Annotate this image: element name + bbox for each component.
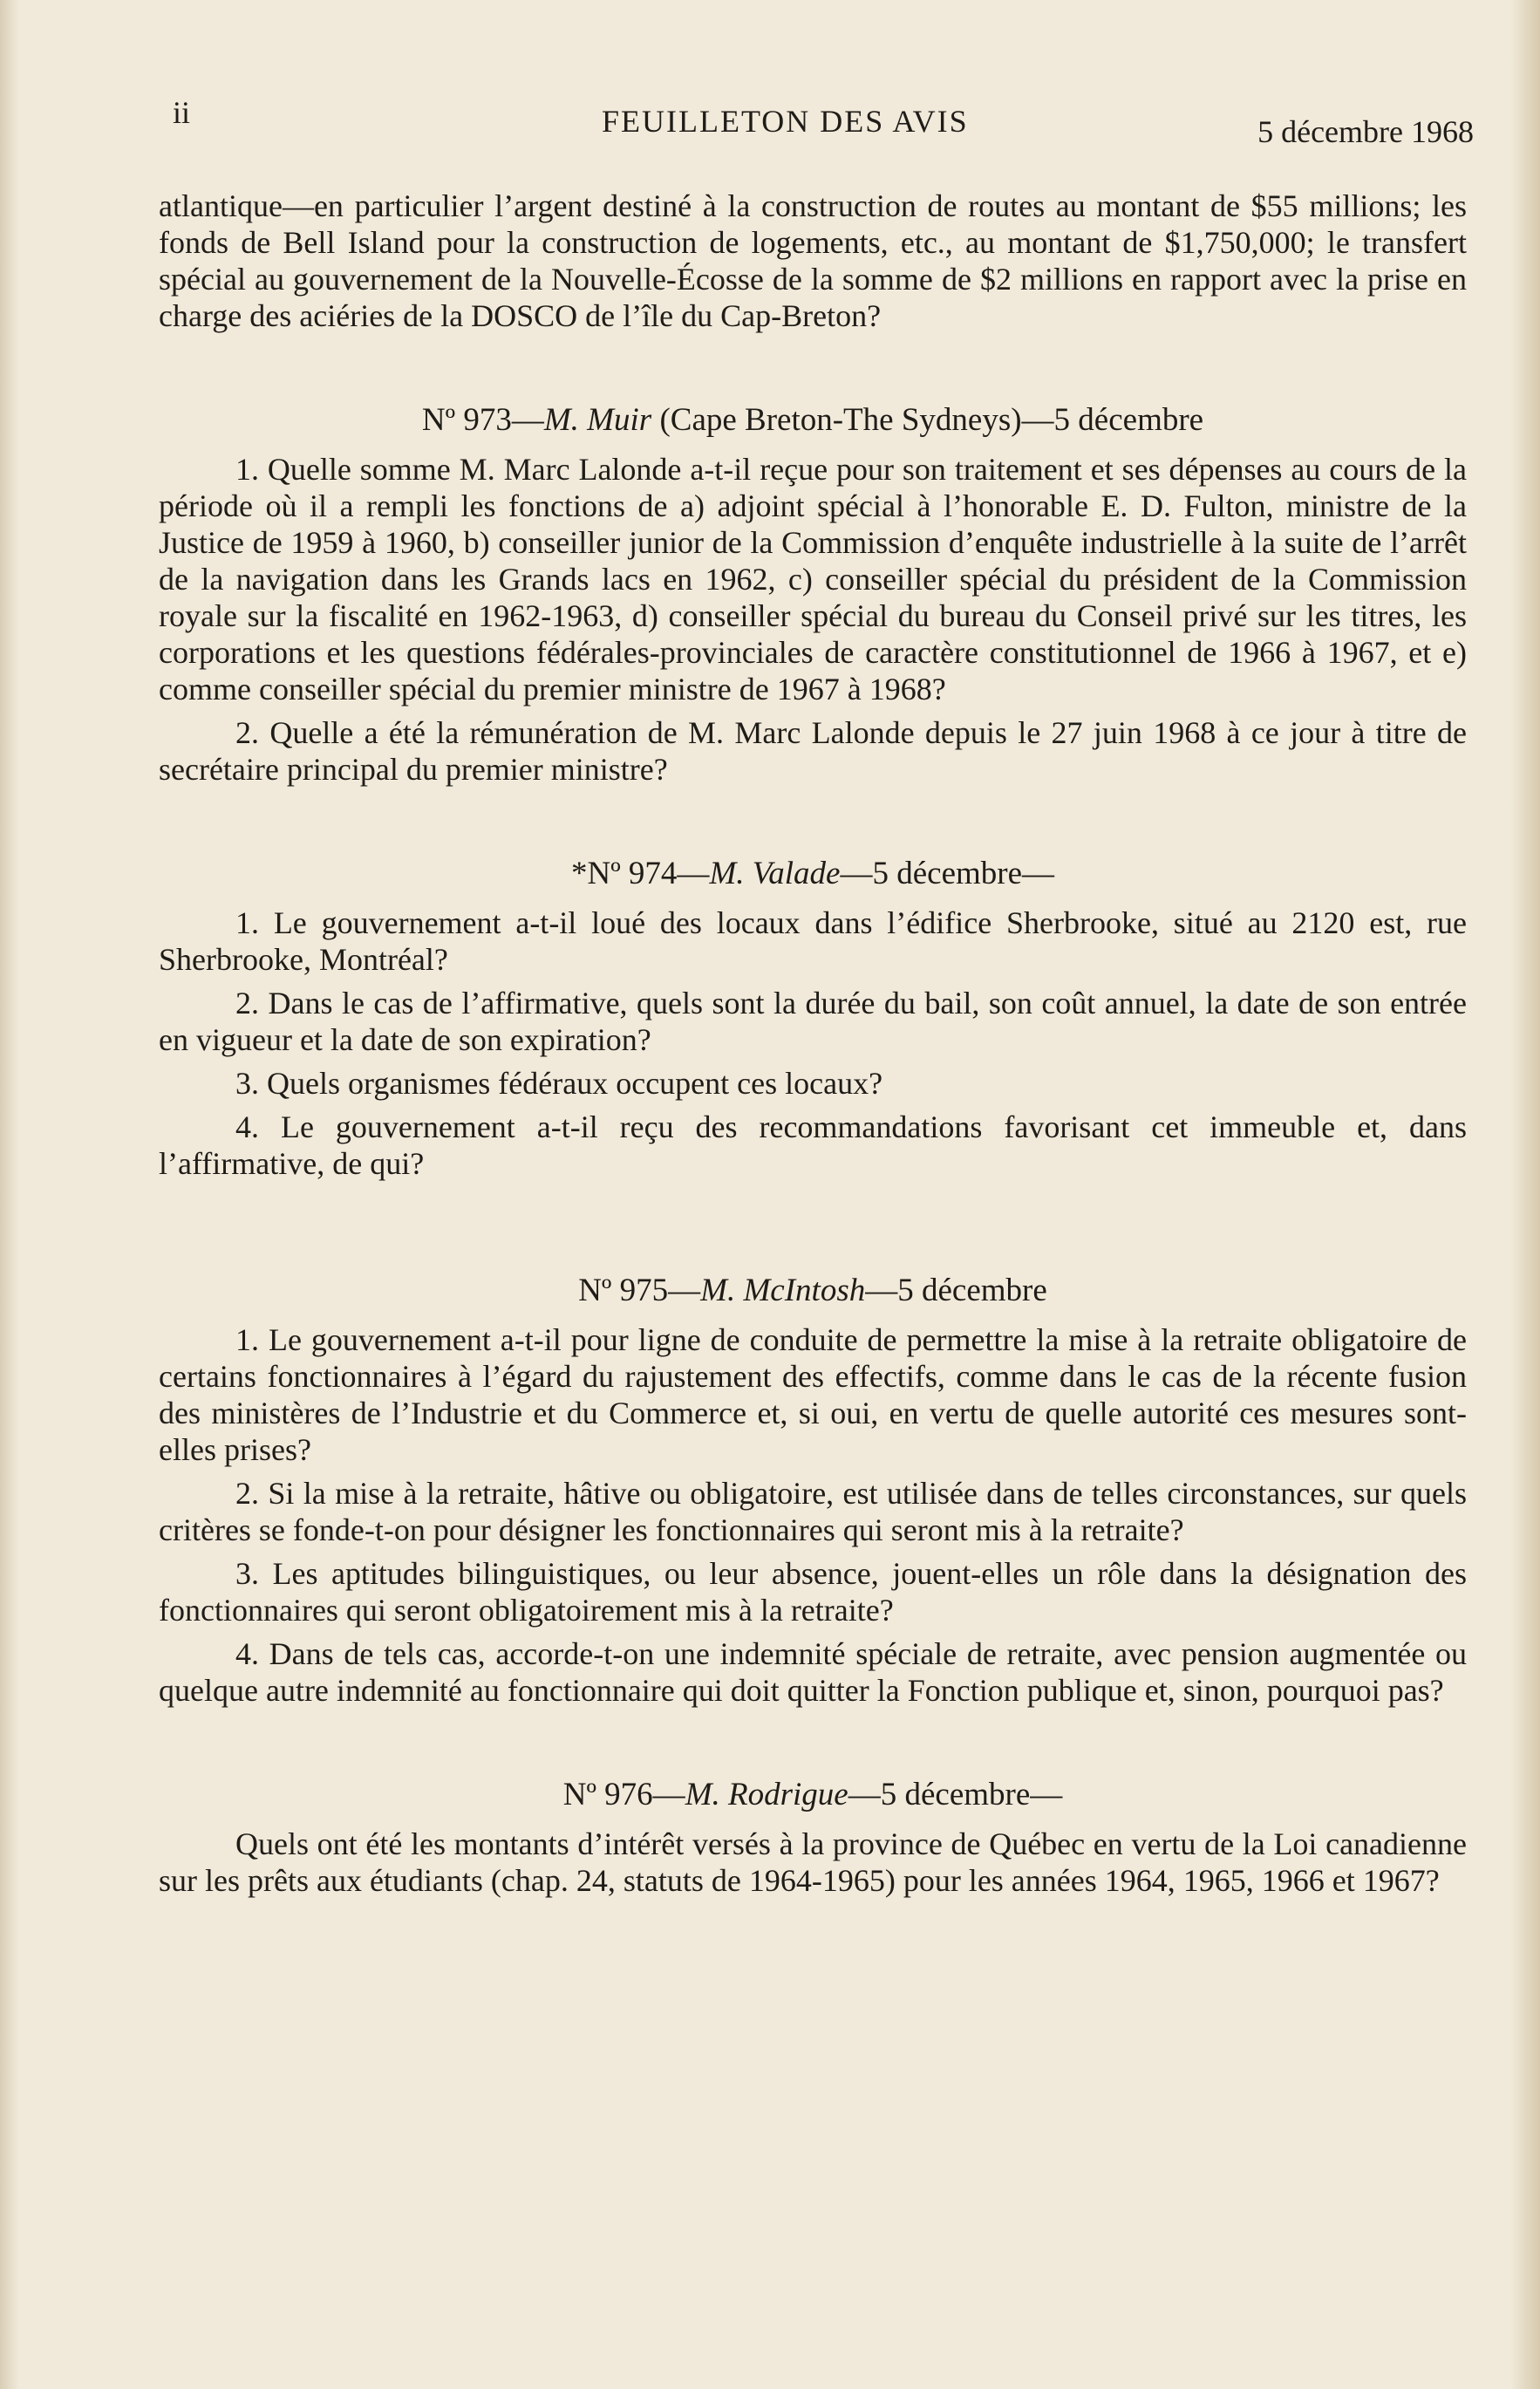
question-number: Nº 973— — [421, 402, 544, 438]
page-edge-left — [0, 0, 19, 2389]
question-heading — [159, 856, 1467, 892]
question-heading — [159, 1273, 1467, 1309]
running-head — [166, 94, 1474, 149]
question-974 — [159, 856, 1467, 1182]
question-number: Nº 975— — [578, 1273, 701, 1308]
question-paragraph: 3. Quels organismes fédéraux occupent ces locaux? — [235, 1066, 883, 1101]
question-paragraph: 4. Dans de tels cas, accorde-t-on une indemnité spéciale de retraite, avec pension augmentée ou quelque autre indemnité au fonctionnaire qui doit quitter la Fonction publique et, sinon, pourquoi pas? — [159, 1636, 1467, 1708]
question-paragraph: 1. Le gouvernement a-t-il pour ligne de conduite de permettre la mise à la retraite obligatoire de certains fonctionnaires à l’égard du rajustement des effectifs, comme dans le cas de la récente fusion des ministères de l’Industrie et du Commerce et, si oui, en vertu de quelle autorité ces mesures sont-elles prises? — [159, 1322, 1467, 1467]
question-paragraph: Quels ont été les montants d’intérêt versés à la province de Québec en vertu de la Loi canadienne sur les prêts aux étudiants (chap. 24, statuts de 1964-1965) pour les années 1964, 1965, 1966 et 1967? — [159, 1826, 1467, 1898]
question-heading — [159, 1777, 1467, 1813]
publication-date: 5 décembre 1968 — [1257, 114, 1474, 149]
question-paragraph: 4. Le gouvernement a-t-il reçu des recommandations favorisant cet immeuble et, dans l’affirmative, de qui? — [159, 1109, 1467, 1181]
question-date: (Cape Breton-The Sydneys)—5 décembre — [651, 402, 1204, 438]
question-paragraph: 1. Le gouvernement a-t-il loué des locaux dans l’édifice Sherbrooke, situé au 2120 est, rue Sherbrooke, Montréal? — [159, 905, 1467, 977]
member-name: M. Valade — [709, 856, 841, 891]
question-paragraph: 1. Quelle somme M. Marc Lalonde a-t-il reçue pour son traitement et ses dépenses au cours de la période où il a rempli les fonctions de a) adjoint spécial à l’honorable E. D. Fulton, ministre de la Justice de 1959 à 1960, b) conseiller junior de la Commission d’enquête industrielle à la suite de l’arrêt de la navigation dans les Grands lacs en 1962, c) conseiller spécial du président de la Commission royale sur la fiscalité en 1962-1963, d) conseiller spécial du bureau du Conseil privé sur les titres, les corporations et les questions fédérales-provinciales de caractère constitutionnel de 1966 à 1967, et e) comme conseiller spécial du premier ministre de 1967 à 1968? — [159, 452, 1467, 706]
question-973 — [159, 402, 1467, 788]
page-number: ii — [173, 95, 191, 130]
question-paragraph: 3. Les aptitudes bilinguistiques, ou leur absence, jouent-elles un rôle dans la désignation des fonctionnaires qui seront obligatoirement mis à la retraite? — [159, 1556, 1467, 1628]
question-number: Nº 976— — [562, 1777, 685, 1812]
question-paragraph: 2. Dans le cas de l’affirmative, quels sont la durée du bail, son coût annuel, la date de son entrée en vigueur et la date de son expiration? — [159, 986, 1467, 1057]
question-heading — [159, 402, 1467, 439]
continuation-paragraph: atlantique—en particulier l’argent destiné à la construction de routes au montant de $55 millions; les fonds de Bell Island pour la construction de logements, etc., au montant de $1,750,000; le transfert spécial au gouvernement de la Nouvelle-Écosse de la somme de $2 millions en rapport avec la prise en charge des aciéries de la DOSCO de l’île du Cap-Breton? — [159, 188, 1467, 333]
publication-title: FEUILLETON DES AVIS — [602, 104, 969, 139]
member-name: M. Rodrigue — [685, 1777, 848, 1812]
page-edge-right — [1510, 0, 1540, 2389]
page-content — [159, 188, 1467, 1906]
member-name: M. Muir — [543, 402, 652, 438]
question-976 — [159, 1777, 1467, 1899]
question-date: —5 décembre— — [848, 1777, 1063, 1812]
question-975 — [159, 1273, 1467, 1709]
question-paragraph: 2. Si la mise à la retraite, hâtive ou obligatoire, est utilisée dans de telles circonstances, sur quels critères se fonde-t-on pour désigner les fonctionnaires qui seront mis à la retraite? — [159, 1476, 1467, 1547]
question-number: *Nº 974— — [570, 856, 710, 891]
question-date: —5 décembre— — [840, 856, 1055, 891]
question-paragraph: 2. Quelle a été la rémunération de M. Marc Lalonde depuis le 27 juin 1968 à ce jour à titre de secrétaire principal du premier ministre? — [159, 715, 1467, 787]
question-date: —5 décembre — [865, 1273, 1047, 1308]
member-name: M. McIntosh — [700, 1273, 866, 1308]
